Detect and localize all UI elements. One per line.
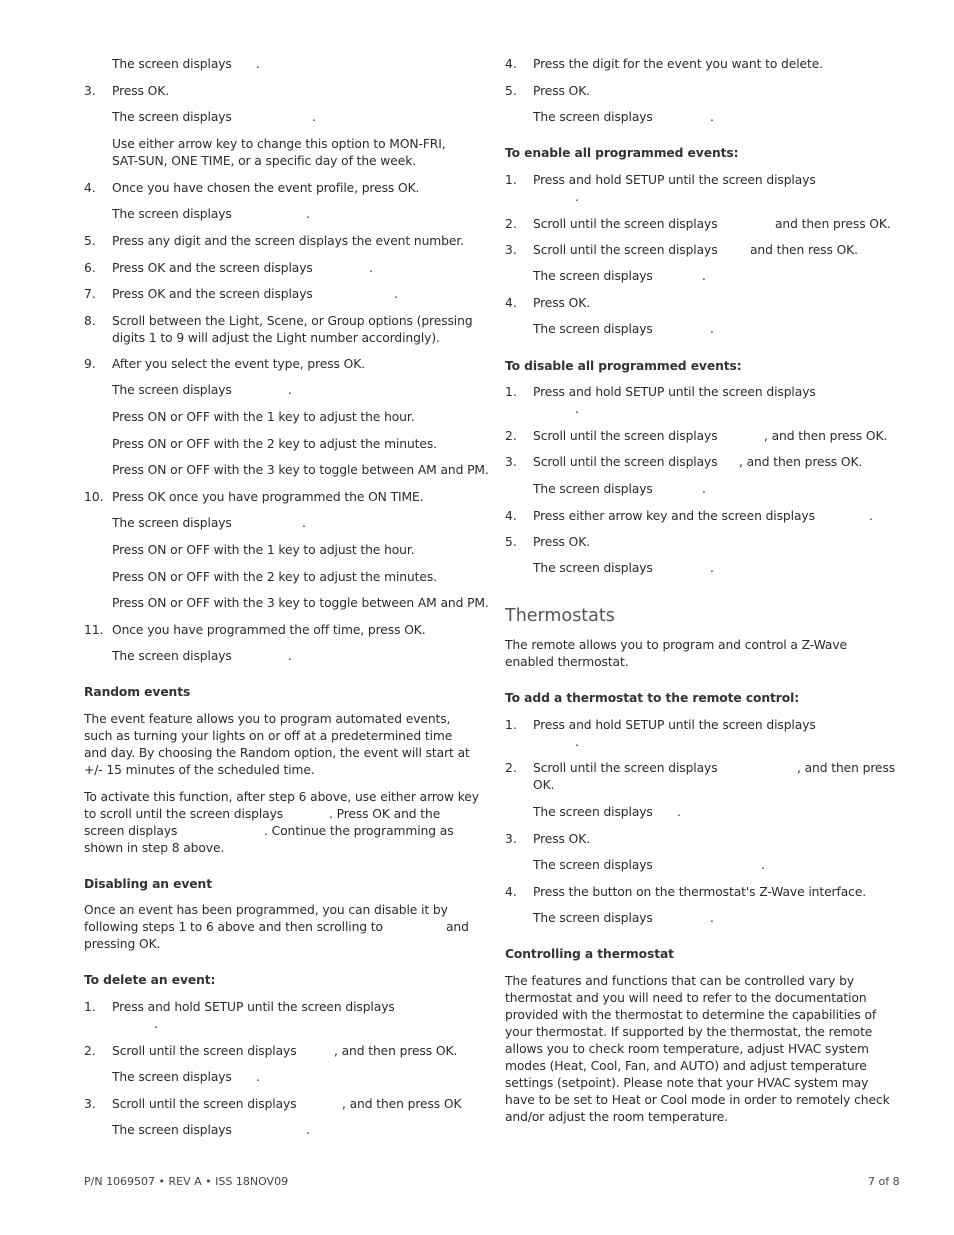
screen-displays-text: The screen displays — [533, 482, 653, 496]
step-text: Press OK. — [112, 84, 170, 98]
step-text: Scroll until the screen displays — [112, 1097, 297, 1111]
step-number: 11. — [84, 623, 104, 637]
screen-displays-text: The screen displays — [112, 207, 232, 221]
step-number: 1. — [505, 173, 517, 187]
step-text: Press and hold SETUP until the screen displays — [112, 1000, 395, 1014]
step-text: Scroll until the screen displays — [533, 217, 718, 231]
step-note: Press ON or OFF with the 3 key to toggle between AM and PM. — [112, 463, 489, 477]
step-text: Press and hold SETUP until the screen displays — [533, 173, 816, 187]
period: . — [575, 735, 579, 749]
period: . — [702, 482, 706, 496]
step-number: 1. — [505, 718, 517, 732]
period: . — [306, 1123, 310, 1137]
part-number-footer: P/N 1069507 • REV A • ISS 18NOV09 — [84, 1175, 289, 1188]
period: . — [256, 1070, 260, 1084]
step-number: 8. — [84, 314, 96, 328]
step-text: Press OK. — [533, 535, 591, 549]
paragraph-line: . Press OK and the — [329, 807, 441, 821]
enable-events-heading: To enable all programmed events: — [505, 146, 739, 160]
paragraph-line: To activate this function, after step 6 above, use either arrow key — [84, 790, 479, 804]
step-note: Use either arrow key to change this option to MON-FRI, SAT-SUN, ONE TIME, or a specific day of the week. — [112, 137, 446, 168]
period: . — [394, 287, 398, 301]
step-text: and then press OK. — [775, 217, 891, 231]
step-number: 4. — [505, 57, 517, 71]
step-text: Press any digit and the screen displays the event number. — [112, 234, 464, 248]
paragraph-line: screen displays — [84, 824, 178, 838]
period: . — [761, 858, 765, 872]
step-number: 2. — [505, 761, 517, 775]
step-text: Press and hold SETUP until the screen displays — [533, 718, 816, 732]
step-text: Press OK. — [533, 84, 591, 98]
step-number: 3. — [84, 1097, 96, 1111]
period: . — [575, 402, 579, 416]
period: . — [302, 516, 306, 530]
step-note: Press ON or OFF with the 1 key to adjust the hour. — [112, 543, 415, 557]
step-number: 7. — [84, 287, 96, 301]
disable-events-heading: To disable all programmed events: — [505, 359, 742, 373]
step-text: Scroll until the screen displays — [533, 761, 718, 775]
step-text: Press OK. — [533, 832, 591, 846]
step-text: Once you have chosen the event profile, press OK. — [112, 181, 420, 195]
step-number: 6. — [84, 261, 96, 275]
step-number: 2. — [505, 217, 517, 231]
screen-displays-text: The screen displays — [533, 858, 653, 872]
period: . — [677, 805, 681, 819]
screen-displays-text: The screen displays — [112, 516, 232, 530]
period: . — [306, 207, 310, 221]
step-text: , and then press — [797, 761, 896, 775]
period: . — [710, 110, 714, 124]
step-text: Scroll between the Light, Scene, or Group options (pressing digits 1 to 9 will adjust the Light number accordingly). — [112, 314, 473, 345]
step-text: Press the digit for the event you want to delete. — [533, 57, 823, 71]
step-number: 4. — [505, 296, 517, 310]
step-number: 1. — [505, 385, 517, 399]
screen-displays-text: The screen displays — [533, 805, 653, 819]
step-text: Press OK and the screen displays — [112, 261, 313, 275]
step-number: 1. — [84, 1000, 96, 1014]
period: . — [312, 110, 316, 124]
step-number: 3. — [505, 455, 517, 469]
disabling-event-heading: Disabling an event — [84, 877, 212, 891]
page-number: 7 of 8 — [868, 1175, 900, 1188]
step-number: 3. — [505, 243, 517, 257]
step-text: After you select the event type, press OK. — [112, 357, 366, 371]
step-text: Press either arrow key and the screen displays — [533, 509, 815, 523]
step-note: Press ON or OFF with the 1 key to adjust the hour. — [112, 410, 415, 424]
screen-displays-text: The screen displays — [533, 110, 653, 124]
step-text: Press OK once you have programmed the ON TIME. — [112, 490, 424, 504]
screen-displays-text: The screen displays — [112, 383, 232, 397]
period: . — [369, 261, 373, 275]
period: . — [710, 911, 714, 925]
step-text: and then ress OK. — [750, 243, 858, 257]
step-text: , and then press OK. — [739, 455, 863, 469]
period: . — [710, 561, 714, 575]
screen-displays-text: The screen displays — [112, 1070, 232, 1084]
step-number: 5. — [84, 234, 96, 248]
paragraph-line: and — [446, 920, 469, 934]
step-number: 3. — [505, 832, 517, 846]
paragraph-line: shown in step 8 above. — [84, 841, 225, 855]
period: . — [869, 509, 873, 523]
step-text: Press OK. — [533, 296, 591, 310]
paragraph-line: Once an event has been programmed, you can disable it by — [84, 903, 448, 917]
paragraph-line: . Continue the programming as — [264, 824, 454, 838]
period: . — [288, 383, 292, 397]
screen-displays-text: The screen displays — [533, 911, 653, 925]
random-events-heading: Random events — [84, 685, 191, 699]
paragraph-line: pressing OK. — [84, 937, 161, 951]
step-note: Press ON or OFF with the 2 key to adjust the minutes. — [112, 570, 437, 584]
step-text: Once you have programmed the off time, press OK. — [112, 623, 426, 637]
screen-displays-text: The screen displays — [112, 57, 232, 71]
control-thermostat-paragraph: The features and functions that can be controlled vary by thermostat and you will need to refer to the documentation provided with the thermostat to determine the capabilities of your thermostat. If supported by the thermostat, the remote allows you to check room temperature, adjust HVAC system modes (Heat, Cool, Fan, and AUTO) and adjust temperature settings (setpoint). Please note that your HVAC system may have to be set to Heat or Cool mode in order to remotely check and/or adjust the room temperature. — [505, 974, 890, 1124]
step-number: 5. — [505, 535, 517, 549]
period: . — [154, 1017, 158, 1031]
step-text: Scroll until the screen displays — [533, 243, 718, 257]
period: . — [575, 190, 579, 204]
step-number: 2. — [84, 1044, 96, 1058]
period: . — [256, 57, 260, 71]
period: . — [288, 649, 292, 663]
step-note: Press ON or OFF with the 3 key to toggle between AM and PM. — [112, 596, 489, 610]
step-number: 4. — [505, 885, 517, 899]
screen-displays-text: The screen displays — [533, 269, 653, 283]
screen-displays-text: The screen displays — [533, 322, 653, 336]
paragraph-line: to scroll until the screen displays — [84, 807, 284, 821]
step-number: 5. — [505, 84, 517, 98]
step-text: , and then press OK. — [764, 429, 888, 443]
step-text: Scroll until the screen displays — [533, 429, 718, 443]
step-text: Press and hold SETUP until the screen displays — [533, 385, 816, 399]
step-number: 3. — [84, 84, 96, 98]
screen-displays-text: The screen displays — [112, 1123, 232, 1137]
step-note: Press ON or OFF with the 2 key to adjust the minutes. — [112, 437, 437, 451]
step-number: 4. — [505, 509, 517, 523]
step-number: 10. — [84, 490, 104, 504]
paragraph-line: following steps 1 to 6 above and then scrolling to — [84, 920, 383, 934]
step-text: Press the button on the thermostat's Z-Wave interface. — [533, 885, 867, 899]
control-thermostat-heading: Controlling a thermostat — [505, 947, 674, 961]
step-text: , and then press OK. — [334, 1044, 458, 1058]
step-text: Press OK and the screen displays — [112, 287, 313, 301]
screen-displays-text: The screen displays — [533, 561, 653, 575]
step-text: Scroll until the screen displays — [112, 1044, 297, 1058]
random-events-paragraph: The event feature allows you to program automated events, such as turning your lights on or off at a predetermined time and day. By choosing the Random option, the event will start at +/- 15 minutes of the scheduled time. — [84, 712, 470, 777]
step-text: , and then press OK — [342, 1097, 462, 1111]
step-text: Scroll until the screen displays — [533, 455, 718, 469]
screen-displays-text: The screen displays — [112, 110, 232, 124]
thermostats-section-title: Thermostats — [505, 606, 615, 626]
period: . — [702, 269, 706, 283]
period: . — [710, 322, 714, 336]
step-number: 2. — [505, 429, 517, 443]
step-number: 9. — [84, 357, 96, 371]
step-number: 4. — [84, 181, 96, 195]
screen-displays-text: The screen displays — [112, 649, 232, 663]
thermostats-intro: The remote allows you to program and control a Z-Wave enabled thermostat. — [505, 638, 847, 669]
add-thermostat-heading: To add a thermostat to the remote control: — [505, 691, 800, 705]
step-text: OK. — [533, 778, 555, 792]
delete-event-heading: To delete an event: — [84, 973, 216, 987]
